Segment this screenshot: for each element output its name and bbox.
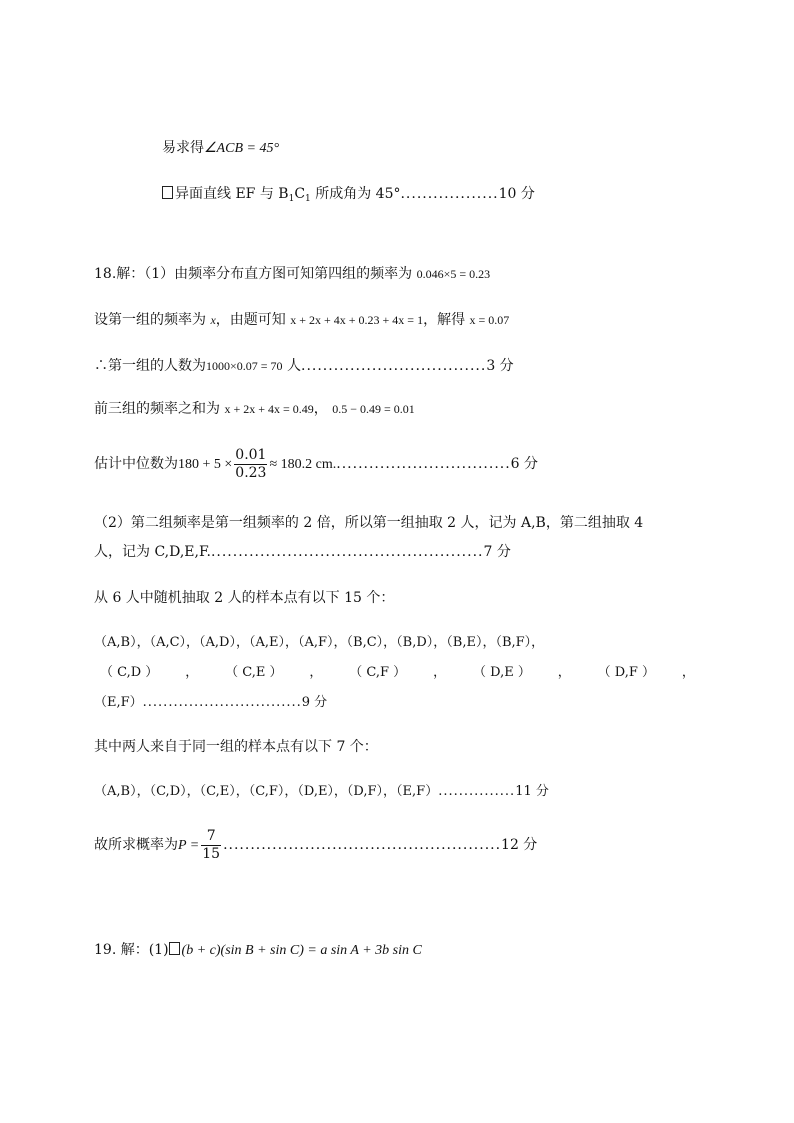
p18-l2-var: x [210, 313, 216, 327]
p18-l14-numerator: 7 [201, 828, 221, 846]
p18-l5-numerator: 0.01 [235, 446, 267, 463]
p18-l2-math: x + 2x + 4x + 0.23 + 4x = 1 [290, 313, 424, 327]
p18-l13-text: （A,B），（C,D），（C,E），（C,F），（D,E），（D,F），（E,F） [94, 784, 439, 799]
p18-l14-score: 12 分 [501, 837, 538, 853]
p18-line-9 [94, 634, 544, 652]
p18-l5-dots: ................................ [336, 456, 511, 472]
p18-l3-score: 3 分 [486, 358, 514, 374]
p18-line-6 [94, 514, 643, 532]
p18-line-7 [94, 543, 511, 561]
p18-l2-text-b: ，由题可知 [215, 312, 286, 328]
p18-line-2 [94, 311, 509, 329]
comma: ， [433, 665, 447, 680]
p18-l5-math-a: 180 + 5 × [178, 457, 233, 472]
p18-line-14 [94, 827, 537, 864]
p18-l1-text: 18.解：（1）由频率分布直方图可知第四组的频率为 [94, 266, 413, 282]
pair-cd: （ C,D ） [100, 665, 159, 680]
missing-glyph-icon [169, 942, 180, 955]
p18-line-10 [100, 664, 695, 682]
p19-l1-math: (b + c)(sin B + sin C) = a sin A + 3b sin C [181, 943, 422, 958]
p18-l4-text: 前三组的频率之和为 [94, 401, 220, 417]
p18-line-8 [94, 589, 394, 607]
p18-l2-text-a: 设第一组的频率为 [94, 312, 206, 328]
p18-line-4 [94, 400, 415, 418]
p18-l6-text: （2）第二组频率是第一组频率的 2 倍，所以第一组抽取 2 人，记为 A,B，第二组抽取 4 [94, 515, 644, 531]
p17-l2-rest: 所成角为 45° [310, 186, 401, 202]
p18-l5-score: 6 分 [510, 456, 539, 472]
p18-l3-math: 1000×0.07 = 70 [206, 359, 283, 373]
p18-l13-dots: ............... [438, 784, 516, 799]
p19-line-1 [94, 941, 422, 960]
p18-l11-score: 9 分 [301, 695, 328, 710]
p17-l2-sub2: 1 [305, 194, 311, 204]
p18-line-13 [94, 783, 549, 801]
p18-l11-dots: ............................... [142, 695, 302, 710]
p18-l5-denominator: 0.23 [235, 464, 267, 481]
p18-l4-sep: ， [313, 401, 328, 417]
p18-l1-math: 0.046×5 = 0.23 [416, 267, 491, 281]
pair-de: （ D,E ） [472, 665, 531, 680]
p17-l1-math: ∠ACB = 45° [204, 141, 280, 156]
p18-l4-math: x + 2x + 4x = 0.49 [224, 402, 314, 416]
p18-l3-text-b: 人 [282, 358, 301, 374]
p18-l9-text: （A,B），（A,C），（A,D），（A,E），（A,F），（B,C），（B,D），（B,E），（B,F）， [94, 635, 545, 650]
comma: ， [681, 665, 695, 680]
p18-l3-text-a: ∴第一组的人数为 [94, 358, 206, 374]
p17-l1-prefix: 易求得 [162, 140, 204, 156]
p17-line-2 [162, 185, 535, 208]
comma: ， [185, 665, 199, 680]
p18-l14-dots: ................................................... [223, 837, 502, 853]
p17-l2-dots: .................. [400, 186, 499, 202]
p18-line-1 [94, 265, 490, 283]
p18-l5-fraction [234, 447, 267, 482]
p18-line-3 [94, 357, 514, 375]
p17-line-1 [162, 139, 279, 158]
pair-df: （ D,F ） [597, 665, 656, 680]
pair-cf: （ C,F ） [349, 665, 407, 680]
missing-glyph-icon [162, 186, 173, 199]
p18-l4-math2: 0.5 − 0.49 = 0.01 [332, 402, 415, 416]
p18-l7-text: 人，记为 C,D,E,F. [94, 544, 211, 560]
p18-l5-text: 估计中位数为 [94, 456, 178, 472]
p18-l3-dots: .................................. [301, 358, 487, 374]
p18-l7-dots: .................................................. [210, 544, 484, 560]
p18-l13-score: 11 分 [515, 784, 549, 799]
p18-l2-math2: x = 0.07 [469, 313, 510, 327]
p18-l5-math-b: ≈ 180.2 cm. [269, 457, 337, 472]
p18-line-5 [94, 446, 538, 483]
p18-l7-score: 7 分 [483, 544, 511, 560]
pair-ce: （ C,E ） [225, 665, 283, 680]
p18-l12-text: 其中两人来自于同一组的样本点有以下 7 个： [94, 739, 378, 755]
p17-l2-c: C [294, 186, 306, 202]
p18-l14-fraction [201, 828, 221, 863]
p17-l2-text: 异面直线 EF 与 B [175, 186, 289, 202]
p17-l2-sub1: 1 [288, 194, 295, 204]
p18-line-12 [94, 738, 378, 756]
p18-l14-denominator: 15 [202, 845, 221, 862]
p18-l14-math: P = [178, 838, 200, 853]
p18-l8-text: 从 6 人中随机抽取 2 人的样本点有以下 15 个： [94, 590, 395, 606]
p19-l1-text: 19. 解：(1) [94, 942, 169, 958]
p18-l11-text: （E,F） [94, 695, 143, 710]
comma: ， [309, 665, 323, 680]
p18-l14-text: 故所求概率为 [94, 837, 178, 853]
p17-l2-score: 10 分 [498, 186, 535, 202]
p18-l2-text-c: ，解得 [423, 312, 466, 328]
p18-line-11 [94, 694, 327, 712]
comma: ， [557, 665, 571, 680]
